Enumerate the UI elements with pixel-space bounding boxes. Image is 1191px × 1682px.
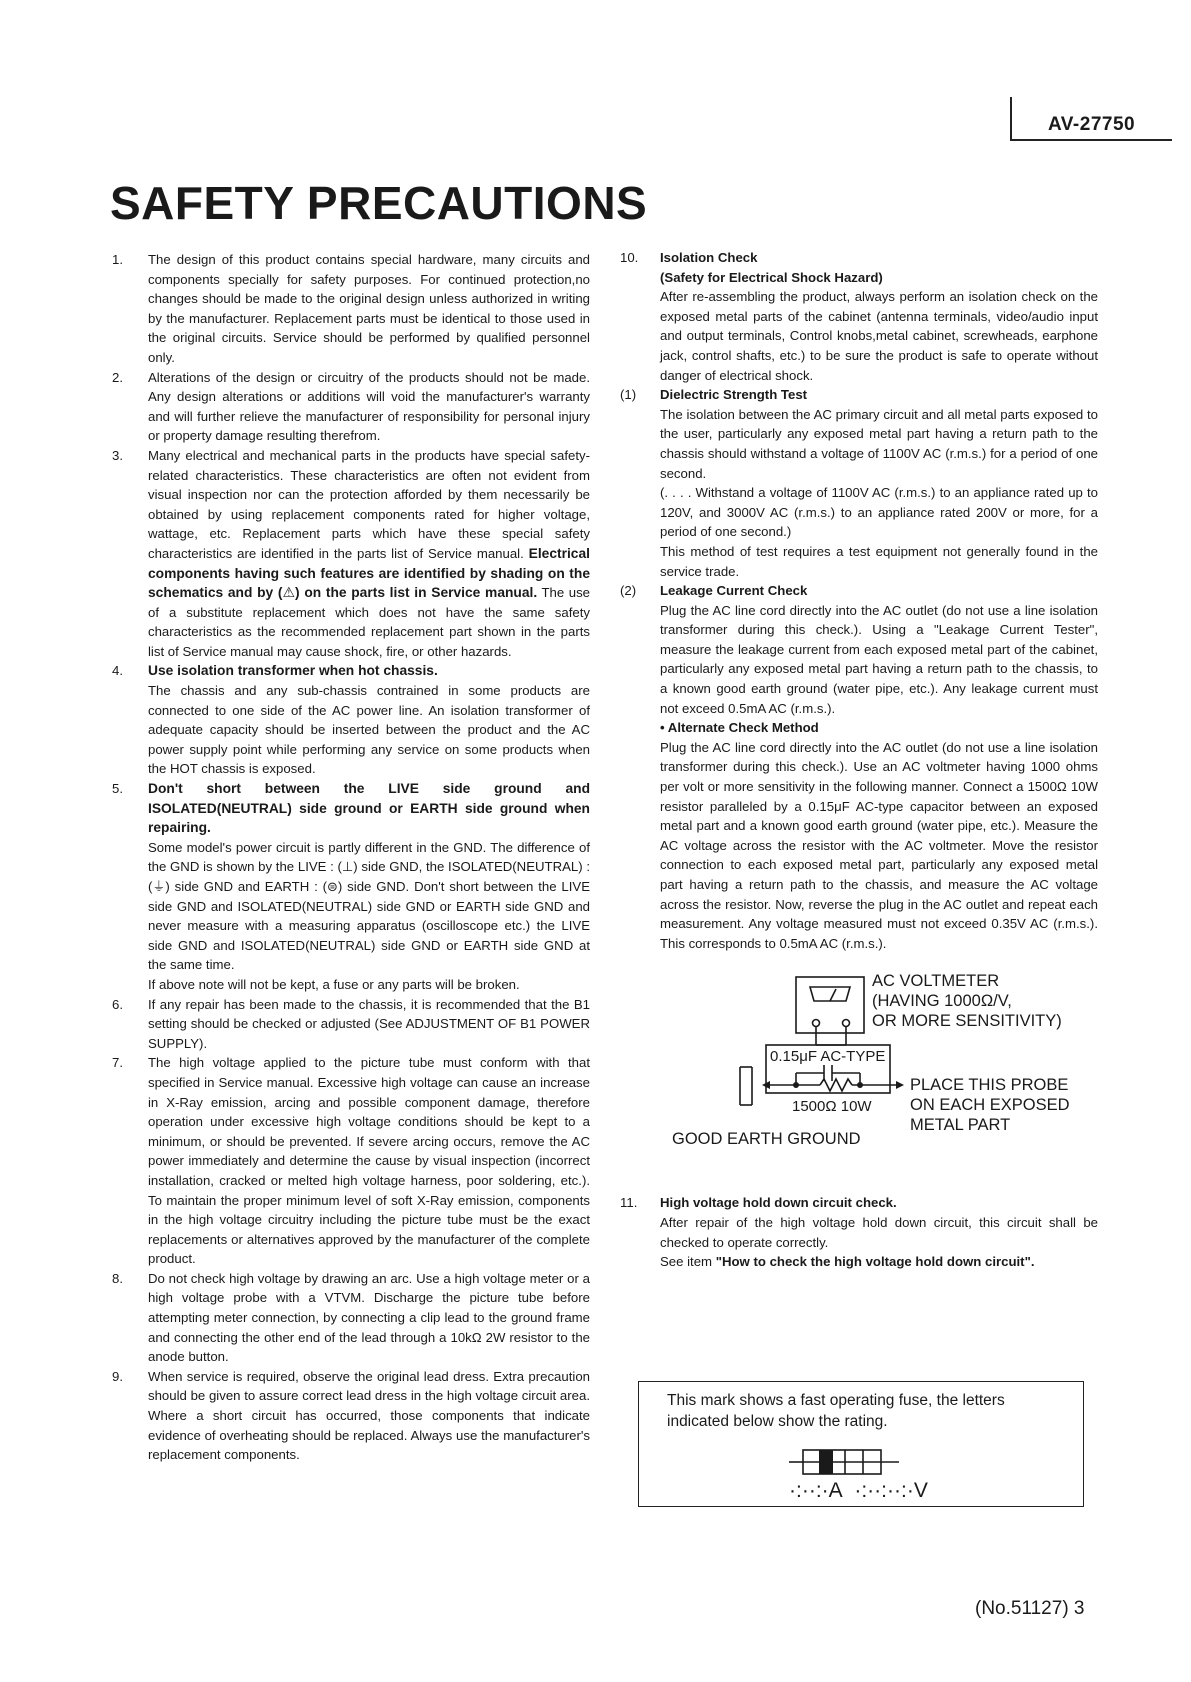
earth-ground-icon: ⊜ [327,879,338,894]
item-text: Do not check high voltage by drawing an arc. Use a high voltage meter or a high voltage probe with a VTVM. Discharge the picture tube before attempting meter connection, by connecting a clip lead to the ground frame and connecting the other end of the lead through a 10kΩ 2W resistor to the anode button. [148,1270,590,1365]
precaution-item-7 [112,1053,590,1269]
item-heading: Isolation Check [660,250,758,265]
precaution-item-1 [112,250,590,368]
item-number: 5. [112,781,123,797]
probe-label-3: METAL PART [910,1116,1011,1135]
item-number: 9. [112,1368,123,1384]
model-number-box [1010,97,1172,141]
model-number: AV-27750 [1048,114,1136,135]
item-text-part: ) side GND and EARTH : ( [165,879,328,894]
item-text: After re-assembling the product, always perform an isolation check on the exposed metal parts of the cabinet (antenna terminals, video/audio input and output terminals, Control knobs,metal cabinet, screwheads, earphone jack, control shafts, etc.) to be sure the product is safe to operate without danger of electrical shock. [660,289,1098,383]
precaution-item-5 [112,779,590,995]
probe-label-2: ON EACH EXPOSED [910,1096,1070,1115]
voltmeter-test-diagram [620,963,1098,1173]
item-text-part: Some model's power circuit is partly different in the GND. The difference of the GND is shown by the LIVE : ( [148,839,590,875]
precaution-item-4 [112,661,590,779]
item-number: 10. [620,250,639,265]
fuse-note-box [638,1381,1084,1507]
item-text-b: The use of a substitute replacement which does not have the same safety characteristics as the recommended replacement part shown in the parts list of Service manual may cause shock, fire, or other hazards. [148,585,590,659]
item-number: 2. [112,369,123,385]
item-bold-b: ) on the parts list in Service manual. [295,585,538,601]
warning-triangle-icon: ⚠ [282,584,296,601]
item-number: 7. [112,1055,123,1071]
item-text: Plug the AC line cord directly into the AC outlet (do not use a line isolation transformer during this check.). Use an AC voltmeter having 1000 ohms per volt or more sensitivity in the following manner. Connect a 1500Ω 10W resistor paralleled by a 0.15μF AC-type capacitor between an exposed metal part and a known good earth ground (water pipe, etc.). Measure the AC voltage across the resistor with the AC voltmeter. Move the resistor connection to each exposed metal part, particularly any exposed metal part having a return path to the chassis, and measure the AC voltage across the resistor. Now, reverse the plug in the AC outlet and repeat each measurement. Any voltage measured must not exceed 0.35V AC (r.m.s.). This corresponds to 0.5mA AC (r.m.s.). [660,739,1098,951]
item-text [148,446,590,662]
item-heading: Don't short between the LIVE side ground and ISOLATED(NEUTRAL) side ground or EARTH side ground when repairing. [148,781,590,836]
precaution-item-8 [112,1269,590,1367]
item-text: The isolation between the AC primary circuit and all metal parts exposed to the user, particularly any exposed metal part having a return path to the chassis should withstand a voltage of 1100V AC (r.m.s.) for a period of one second. [660,406,1098,481]
item-bold-a: Electrical components having such features are identified by shading on the schematics and by ( [148,545,590,601]
precaution-item-6 [112,995,590,1054]
volt-unit: V [913,1479,928,1502]
voltmeter-label-2: (HAVING 1000Ω/V, [872,992,1012,1011]
item-text: If any repair has been made to the chassis, it is recommended that the B1 setting should be checked or adjusted (See ADJUSTMENT OF B1 POWER SUPPLY). [148,996,590,1051]
item-number: 1. [112,252,123,267]
item-text: Plug the AC line cord directly into the AC outlet (do not use a line isolation transformer during this check.). Using a "Leakage Current Tester", measure the leakage current from each exposed metal part of the cabinet, particularly any exposed metal part having a return path to the chassis, to a known good earth ground (water pipe, etc.). Any leakage current must not exceed 0.5mA AC (r.m.s.). [660,602,1098,716]
see-reference-bold: "How to check the high voltage hold down circuit". [715,1254,1035,1270]
item-heading: Leakage Current Check [660,583,808,599]
voltmeter-box [796,977,864,1033]
dielectric-strength-test [620,385,1098,581]
fuse-symbol-icon [789,1446,899,1478]
item-text: (. . . . Withstand a voltage of 1100V AC (r.m.s.) to an appliance rated up to 120V, and 3000V AC (r.m.s.) to an appliance rated 200V or more, for a period of one second.) [660,485,1098,540]
page-title: SAFETY PRECAUTIONS [110,177,648,229]
item-note: If above note will not be kept, a fuse or any parts will be broken. [148,976,520,992]
right-column [620,248,1098,1272]
precaution-item-9 [112,1367,590,1465]
meter-terminal [843,1020,850,1027]
page-footer: (No.51127) 3 [975,1598,1085,1619]
item-heading: Dielectric Strength Test [660,387,808,403]
resistor-label: 1500Ω 10W [792,1098,872,1116]
item-number: 3. [112,447,123,463]
item-number: 11. [620,1195,638,1211]
precaution-item-10 [620,248,1098,385]
alternate-method-heading: • Alternate Check Method [660,720,819,736]
precaution-item-2 [112,368,590,446]
see-prefix: See item [660,1254,713,1270]
meter-face-icon [810,987,850,1001]
item-text: When service is required, observe the original lead dress. Extra precaution should be given to assure correct lead dress in the high voltage circuit area. Where a short circuit has occurred, those components that indicate evidence of overheating should be replaced. Always use the manufacturer's replacement components. [148,1368,590,1463]
fuse-rating [789,1480,949,1502]
item-number: 8. [112,1270,123,1286]
item-number: 6. [112,996,123,1012]
isolated-ground-icon: ⏚ [152,879,166,894]
live-ground-icon: ⊥ [341,859,354,875]
precaution-item-3 [112,446,590,662]
voltmeter-label-3: OR MORE SENSITIVITY) [872,1012,1062,1031]
item-number: (2) [620,583,637,599]
item-see-reference [660,1252,1098,1272]
left-column [112,250,590,1465]
item-subheading: (Safety for Electrical Shock Hazard) [660,269,883,285]
item-number: (1) [620,387,637,403]
item-text: After repair of the high voltage hold down circuit, this circuit shall be checked to operate correctly. [660,1214,1098,1250]
volt-rating-placeholder: ·:··:··:· [854,1479,914,1502]
probe-label-1: PLACE THIS PROBE [910,1076,1069,1095]
item-heading: High voltage hold down circuit check. [660,1195,897,1211]
precaution-item-11 [620,1193,1098,1271]
item-text [148,838,590,975]
leakage-current-check [620,581,1098,953]
item-text: This method of test requires a test equipment not generally found in the service trade. [660,543,1098,579]
fuse-note-text: This mark shows a fast operating fuse, the letters indicated below show the rating. [667,1392,1005,1430]
capacitor-label: 0.15μF AC-TYPE [770,1048,886,1066]
item-text-part: ) side GND. Don't short between the LIVE side GND and ISOLATED(NEUTRAL) side GND or EARTH side GND and never measure with a measuring apparatus (oscilloscope etc.) the LIVE side GND and ISOLATED(NEUTRAL) side GND or EARTH side GND at the same time. [148,879,590,973]
meter-terminal [813,1020,820,1027]
amp-rating-placeholder: ·:··:· [789,1479,829,1502]
item-number: 4. [112,663,123,679]
item-heading: Use isolation transformer when hot chassis. [148,663,438,679]
resistor-zigzag [820,1079,852,1091]
item-text-part: ) side GND, the ISOLATED(NEUTRAL) : ( [148,859,591,894]
ground-label: GOOD EARTH GROUND [672,1130,861,1149]
item-text: The design of this product contains special hardware, many circuits and components specially for safety purposes. For continued protection,no changes should be made to the original design unless authorized in writing by the manufacturer. Replacement parts must be identical to those used in the original circuits. Service should be performed by qualified personnel only. [148,252,590,365]
item-text: Alterations of the design or circuitry of the products should not be made. Any design alterations or additions will void the manufacturer's warranty and will further relieve the manufacturer of responsibility for personal injury or property damage resulting therefrom. [148,369,590,444]
item-text: The high voltage applied to the picture tube must conform with that specified in Service manual. Excessive high voltage can cause an increase in X-Ray emission, arcing and possible component damage, therefore operation under excessive high voltage conditions should be kept to a minimum, or should be prevented. If severe arcing occurs, remove the AC power immediately and determine the cause by visual inspection (incorrect installation, cracked or melted high voltage harness, poor soldering, etc.). To maintain the proper minimum level of soft X-Ray emission, components in the high voltage circuitry including the picture tube must be the exact replacements or alternatives approved by the manufacturer of the complete product. [148,1055,590,1267]
item-text-a: Many electrical and mechanical parts in the products have special safety-related characteristics. These characteristics are often not evident from visual inspection nor can the protection afforded by them necessarily be obtained by using replacement components rated for higher voltage, wattage, etc. Replacement parts which have these special safety characteristics are identified in the parts list of Service manual. [148,447,590,561]
amp-unit: A [828,1479,843,1502]
item-text: The chassis and any sub-chassis contrained in some products are connected to one side of the AC power line. An isolation transformer of adequate capacity should be inserted between the product and the AC power supply point while performing any service on some products when the HOT chassis is exposed. [148,683,590,777]
voltmeter-label-1: AC VOLTMETER [872,972,1000,991]
